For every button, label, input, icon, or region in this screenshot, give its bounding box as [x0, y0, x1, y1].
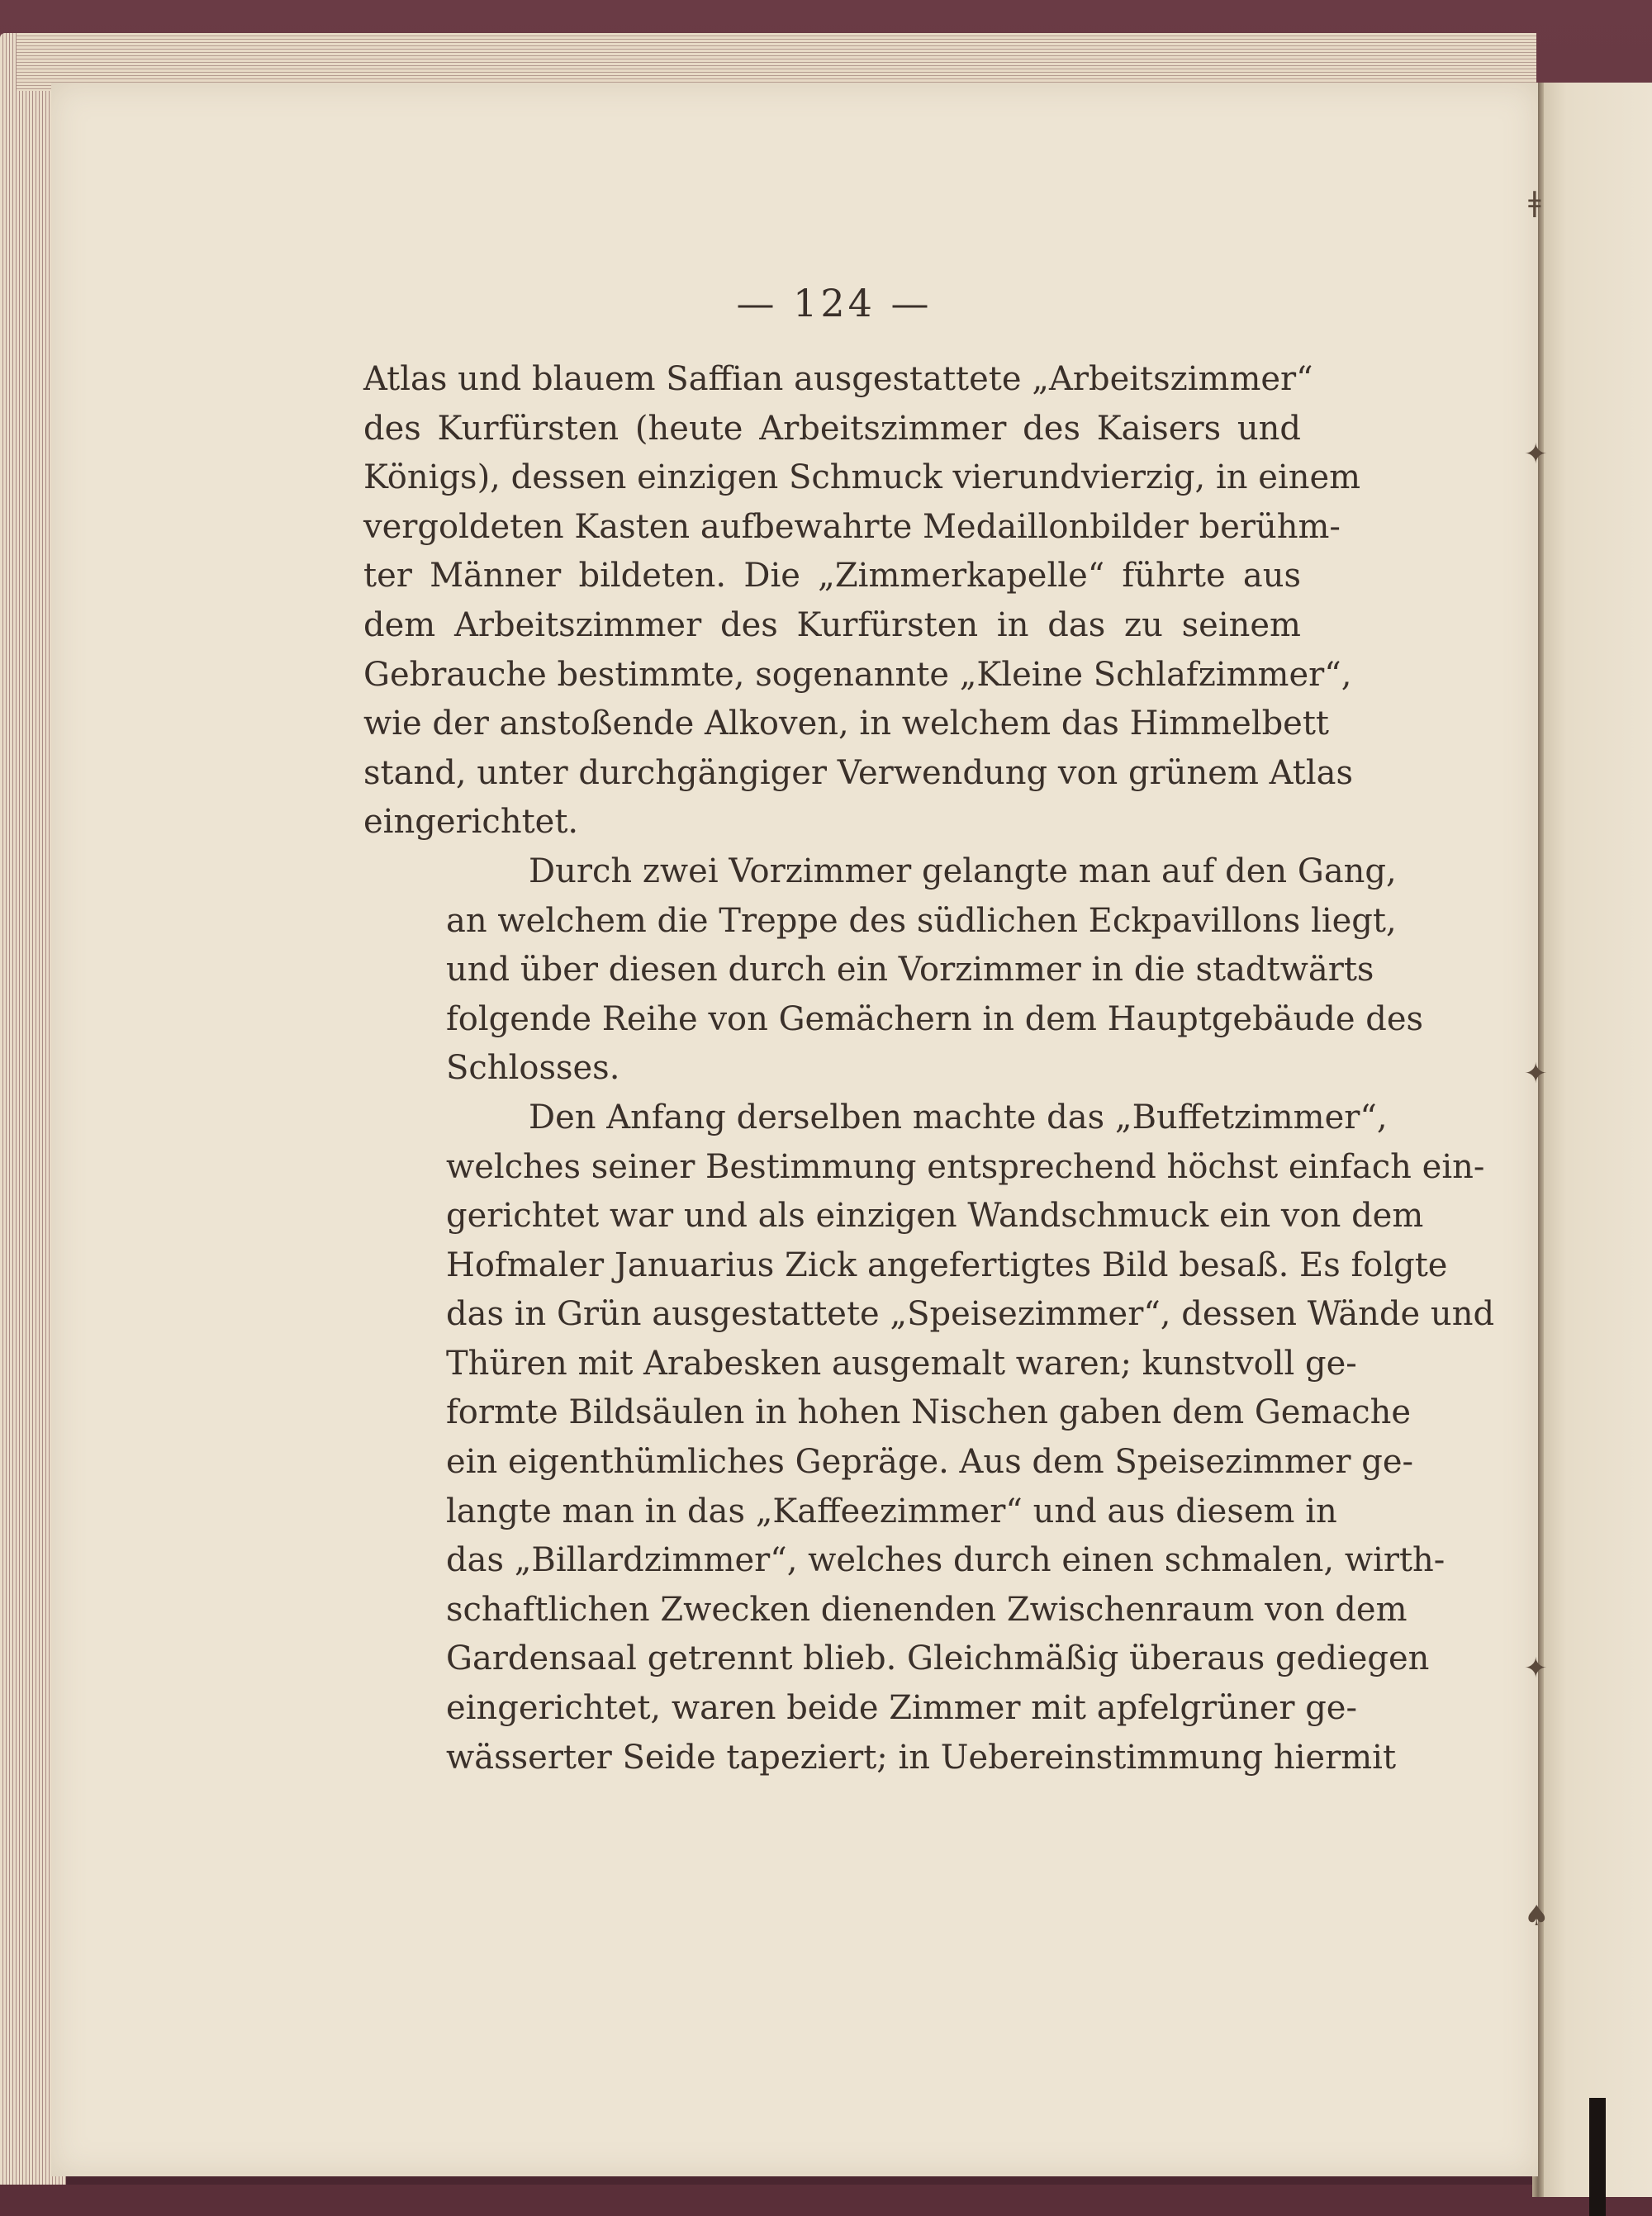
- text-line: Gebrauche bestimmte, sogenannte „Kleine Schlafzimmer“,: [363, 655, 1352, 694]
- text-line: an welchem die Treppe des südlichen Eckpavillons liegt,: [446, 901, 1397, 940]
- margin-mark: ✦: [1524, 438, 1548, 471]
- paragraph: [363, 1094, 1495, 1782]
- text-line: vergoldeten Kasten aufbewahrte Medaillonbilder berühm-: [363, 507, 1341, 546]
- bookmark-ribbon: [1589, 2098, 1606, 2216]
- text-line: Atlas und blauem Saffian ausgestattete „Arbeitszimmer“: [363, 360, 1313, 398]
- text-line: Den Anfang derselben machte das „Buffetzimmer“,: [529, 1098, 1388, 1136]
- text-line: ein eigenthümliches Gepräge. Aus dem Speisezimmer ge-: [446, 1443, 1414, 1482]
- text-line: gerichtet war und als einzigen Wandschmuck ein von dem: [446, 1197, 1424, 1236]
- text-line: Schlosses.: [446, 1049, 620, 1088]
- margin-mark: ǂ: [1528, 186, 1541, 219]
- book-cover-bottom: [0, 2185, 1652, 2216]
- text-line: ter Männer bildeten. Die „Zimmerkapelle“ führte aus: [363, 557, 1301, 596]
- text-line: wie der anstoßende Alkoven, in welchem das Himmelbett: [363, 705, 1330, 743]
- text-line: wässerter Seide tapeziert; in Uebereinstimmung hiermit: [446, 1738, 1397, 1777]
- text-line: eingerichtet.: [363, 803, 579, 842]
- margin-mark: ♠: [1524, 1900, 1550, 1933]
- text-line: langte man in das „Kaffeezimmer“ und aus diesem in: [446, 1492, 1337, 1530]
- text-line: dem Arbeitszimmer des Kurfürsten in das zu seinem: [363, 605, 1301, 644]
- text-line: das „Billardzimmer“, welches durch einen schmalen, wirth-: [446, 1541, 1446, 1580]
- text-line: eingerichtet, waren beide Zimmer mit apfelgrüner ge-: [446, 1689, 1357, 1728]
- text-line: folgende Reihe von Gemächern in dem Hauptgebäude des: [446, 999, 1424, 1038]
- text-line: Thüren mit Arabesken ausgemalt waren; kunstvoll ge-: [446, 1344, 1357, 1383]
- margin-mark: ✦: [1524, 1652, 1548, 1685]
- margin-mark: ✦: [1524, 1057, 1548, 1090]
- page-number: — 124 —: [736, 281, 933, 325]
- text-line: das in Grün ausgestattete „Speisezimmer“, dessen Wände und: [446, 1295, 1495, 1334]
- facing-page: [1538, 83, 1652, 2197]
- text-line: und über diesen durch ein Vorzimmer in die stadtwärts: [446, 951, 1374, 989]
- body-text: [363, 355, 1495, 1782]
- paragraph: [363, 355, 1361, 847]
- text-line: des Kurfürsten (heute Arbeitszimmer des Kaisers und: [363, 409, 1301, 448]
- text-line: Durch zwei Vorzimmer gelangte man auf den Gang,: [529, 852, 1397, 890]
- text-line: Hofmaler Januarius Zick angefertigtes Bild besaß. Es folgte: [446, 1246, 1448, 1284]
- text-line: Königs), dessen einzigen Schmuck vierundvierzig, in einem: [363, 458, 1361, 497]
- text-line: schaftlichen Zwecken dienenden Zwischenraum von dem: [446, 1590, 1408, 1629]
- text-line: welches seiner Bestimmung entsprechend höchst einfach ein-: [446, 1147, 1485, 1186]
- text-line: Gardensaal getrennt blieb. Gleichmäßig überaus gediegen: [446, 1639, 1430, 1678]
- text-line: stand, unter durchgängiger Verwendung von grünem Atlas: [363, 753, 1354, 792]
- paragraph: [363, 847, 1424, 1094]
- text-line: formte Bildsäulen in hohen Nischen gaben dem Gemache: [446, 1393, 1412, 1432]
